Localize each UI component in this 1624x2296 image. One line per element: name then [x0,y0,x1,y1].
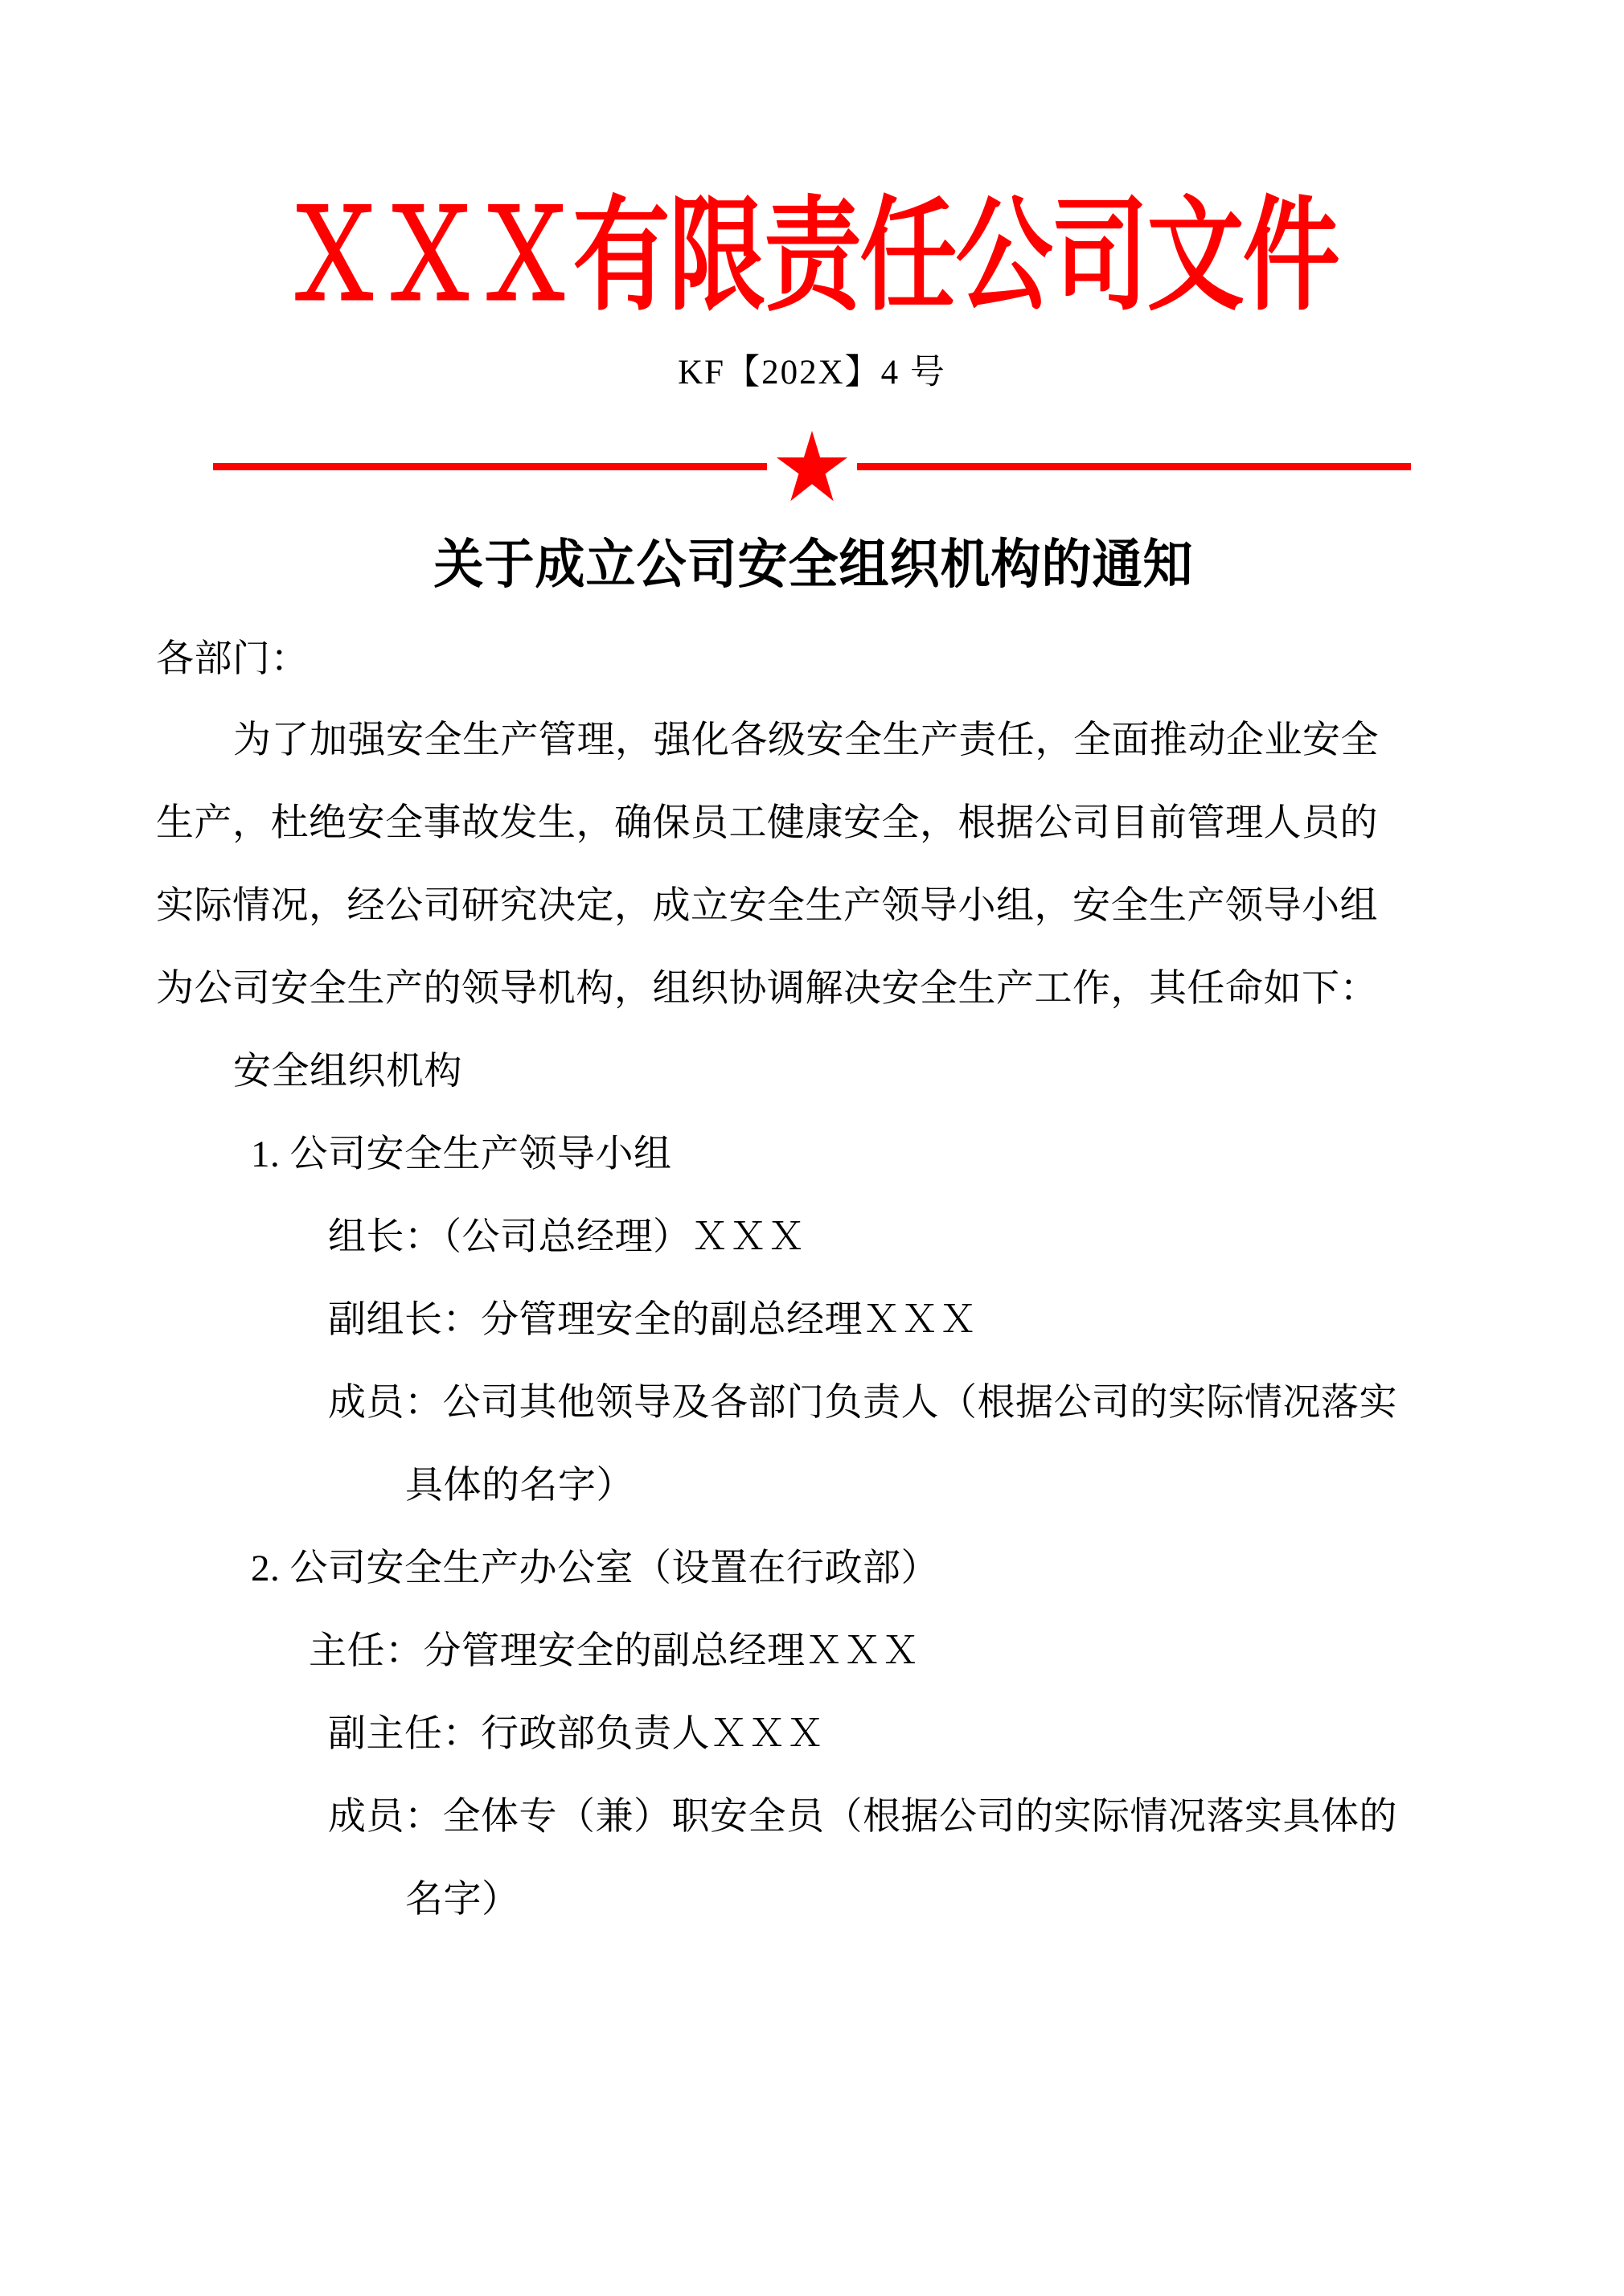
document-body [153,524,1471,1941]
paragraph-line: 实际情况，经公司研究决定，成立安全生产领导小组，安全生产领导小组 [156,885,1378,928]
section-heading: 安全组织机构 [233,1051,462,1093]
role-line-continuation: 具体的名字） [405,1465,634,1507]
intro-paragraph [156,699,1471,1031]
group-block [156,1113,1471,1527]
group-heading [156,1527,1471,1610]
role-line: 副组长：分管理安全的副总经理ＸＸＸ [328,1299,978,1342]
role-line: 副主任：行政部负责人ＸＸＸ [328,1713,825,1756]
role-line-continuation: 名字） [405,1879,520,1921]
role-line: 组长：（公司总经理）ＸＸＸ [328,1216,806,1259]
letterhead [0,0,1624,328]
red-star-icon [775,429,849,503]
group-number: 2. [251,1548,281,1590]
document-number: KF【202X】4 号 [678,354,946,392]
paragraph-line: 生产，杜绝安全事故发生，确保员工健康安全，根据公司目前管理人员的 [156,802,1378,845]
role-line: 成员：全体专（兼）职安全员（根据公司的实际情况落实具体的 [328,1796,1397,1839]
group-block [156,1527,1471,1941]
group-number: 1. [251,1134,281,1176]
paragraph-line: 为公司安全生产的领导机构，组织协调解决安全生产工作，其任命如下： [156,968,1378,1011]
group-heading [156,1113,1471,1196]
page-title: 关于成立公司安全组织机构的通知 [433,533,1194,596]
group-name: 公司安全生产办公室（设置在行政部） [289,1548,939,1590]
paragraph-line: 为了加强安全生产管理，强化各级安全生产责任，全面推动企业安全 [233,720,1379,762]
red-rule-right-bar [857,463,1411,470]
company-letterhead-title: ＸＸＸ有限责任公司文件 [285,183,1339,328]
group-name: 公司安全生产领导小组 [289,1134,672,1176]
letterhead-red-rule [213,429,1411,503]
role-line: 成员：公司其他领导及各部门负责人（根据公司的实际情况落实 [328,1382,1397,1425]
salutation: 各部门： [156,638,309,681]
red-rule-left-bar [213,463,767,470]
role-line: 主任：分管理安全的副总经理ＸＸＸ [309,1630,920,1673]
